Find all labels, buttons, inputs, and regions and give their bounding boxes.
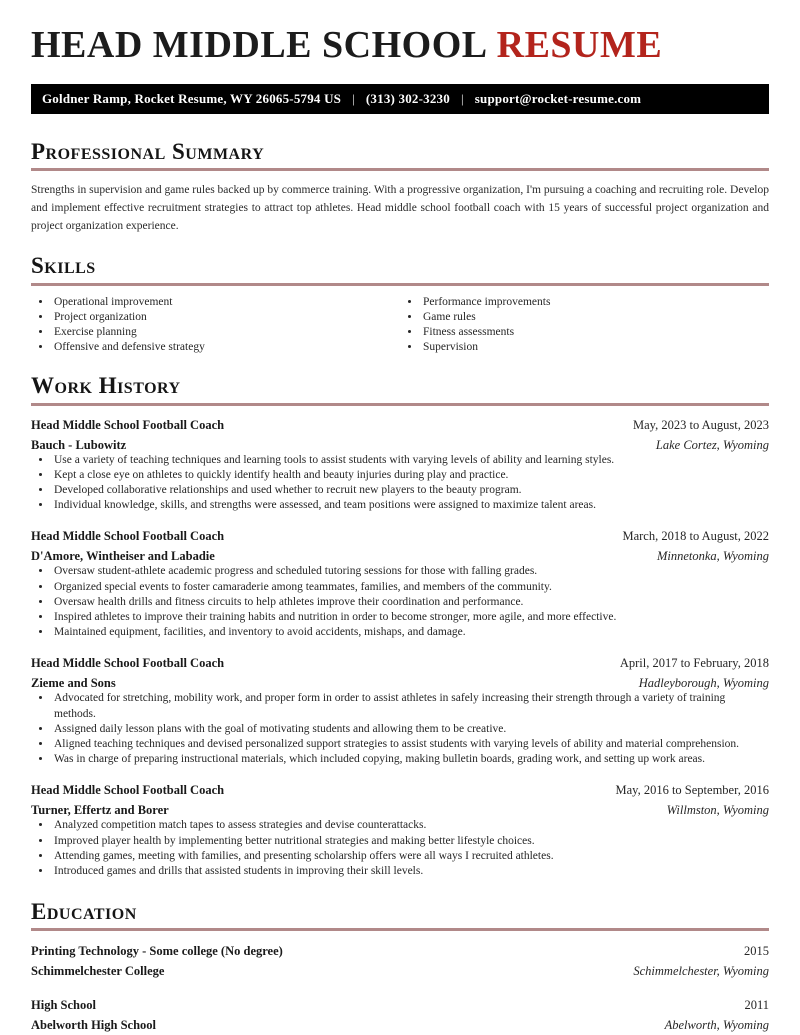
job-bullet: • Assigned daily lesson plans with the goal of motivating students and allowing them to be creative. bbox=[52, 722, 769, 737]
page-title-main: HEAD MIDDLE SCHOOL bbox=[31, 24, 488, 66]
job-bullet-list bbox=[31, 691, 769, 767]
job-bullet: • Kept a close eye on athletes to quickly identify health and beauty injuries during play and practice. bbox=[52, 468, 769, 483]
job-dates: May, 2023 to August, 2023 bbox=[633, 417, 769, 432]
job-location: Willmston, Wyoming bbox=[666, 803, 769, 818]
job-entry bbox=[31, 783, 769, 879]
job-bullet: • Advocated for stretching, mobility work, and proper form in order to assist athletes in safely increasing their strength through a variety of training methods. bbox=[52, 691, 769, 721]
job-bullet: • Aligned teaching techniques and devised personalized support strategies to assist students with varying levels of ability and material comprehension. bbox=[52, 737, 769, 752]
skill-item: • Game rules bbox=[421, 310, 769, 325]
job-bullet: • Inspired athletes to improve their training habits and nutrition in order to become stronger, more agile, and more effective. bbox=[52, 610, 769, 625]
job-bullet: • Analyzed competition match tapes to assess strategies and devise counterattacks. bbox=[52, 818, 769, 833]
job-dates: April, 2017 to February, 2018 bbox=[619, 656, 769, 671]
professional-summary-text: Strengths in supervision and game rules backed up by commerce training. With a progressive organization, I'm pursuing a coaching and recruiting role. Develop and implement effective recruitment strategies to attract top athletes. Head middle school football coach with 15 years of successful project organization and project organization experience. bbox=[31, 183, 769, 233]
skills-column-right bbox=[400, 295, 769, 356]
section-rule bbox=[31, 283, 769, 286]
job-dates: May, 2016 to September, 2016 bbox=[615, 783, 769, 798]
skill-item: • Performance improvements bbox=[421, 295, 769, 310]
job-bullet: • Oversaw student-athlete academic progress and scheduled tutoring sessions for those with falling grades. bbox=[52, 564, 769, 579]
education-entry bbox=[31, 944, 769, 979]
education-year: 2015 bbox=[744, 944, 769, 959]
job-company: Zieme and Sons bbox=[31, 676, 116, 691]
job-company: Bauch - Lubowitz bbox=[31, 437, 127, 452]
education-school: Abelworth High School bbox=[31, 1018, 157, 1033]
education-heading: Education bbox=[31, 899, 137, 925]
skill-item: • Supervision bbox=[421, 340, 769, 355]
job-bullet: • Introduced games and drills that assisted students in improving their skill levels. bbox=[52, 864, 769, 879]
job-bullet-list bbox=[31, 564, 769, 640]
job-title: Head Middle School Football Coach bbox=[31, 529, 225, 544]
job-dates: March, 2018 to August, 2022 bbox=[622, 529, 769, 544]
education-school: Schimmelchester College bbox=[31, 964, 165, 979]
job-bullet-list bbox=[31, 453, 769, 514]
job-company: D'Amore, Wintheiser and Labadie bbox=[31, 549, 215, 564]
job-bullet: • Attending games, meeting with families, and presenting scholarship offers were all ways I recruited athletes. bbox=[52, 849, 769, 864]
education-degree: High School bbox=[31, 998, 96, 1013]
job-bullet: • Oversaw health drills and fitness circuits to help athletes improve their coordination and performance. bbox=[52, 595, 769, 610]
page-title-accent: RESUME bbox=[496, 24, 663, 66]
job-bullet-list bbox=[31, 818, 769, 879]
job-title: Head Middle School Football Coach bbox=[31, 417, 225, 432]
contact-address: Goldner Ramp, Rocket Resume, WY 26065-5794 US bbox=[42, 90, 342, 106]
section-rule bbox=[31, 168, 769, 171]
section-professional-summary bbox=[31, 140, 769, 236]
job-location: Minnetonka, Wyoming bbox=[656, 549, 769, 564]
section-education bbox=[31, 900, 769, 1033]
skills-heading: Skills bbox=[31, 253, 96, 279]
job-bullet: • Developed collaborative relationships and used whether to recruit new players to the beauty program. bbox=[52, 483, 769, 498]
job-bullet: • Use a variety of teaching techniques and learning tools to assist students with varying levels of ability and learning styles. bbox=[52, 453, 769, 468]
work-history-heading: Work History bbox=[31, 373, 181, 399]
skills-column-left bbox=[31, 295, 400, 356]
job-bullet: • Individual knowledge, skills, and strengths were assessed, and team positions were assigned to maximize talent areas. bbox=[52, 498, 769, 513]
skill-item: • Exercise planning bbox=[52, 325, 400, 340]
job-bullet: • Improved player health by implementing better nutritional strategies and making better lifestyle choices. bbox=[52, 834, 769, 849]
job-bullet: • Was in charge of preparing instructional materials, which included copying, making bulletin boards, grading work, and setting up work areas. bbox=[52, 752, 769, 767]
job-bullet: • Organized special events to foster camaraderie among teammates, families, and members of the community. bbox=[52, 580, 769, 595]
education-location: Schimmelchester, Wyoming bbox=[633, 964, 769, 979]
job-location: Hadleyborough, Wyoming bbox=[638, 676, 769, 691]
skill-item: • Operational improvement bbox=[52, 295, 400, 310]
contact-email: support@rocket-resume.com bbox=[474, 90, 642, 106]
contact-separator: | bbox=[352, 90, 355, 106]
section-skills bbox=[31, 254, 769, 355]
job-bullet: • Maintained equipment, facilities, and inventory to avoid accidents, mishaps, and damage. bbox=[52, 625, 769, 640]
section-rule bbox=[31, 403, 769, 406]
page-title bbox=[31, 0, 769, 67]
skill-item: • Offensive and defensive strategy bbox=[52, 340, 400, 355]
contact-phone: (313) 302-3230 bbox=[365, 90, 450, 106]
job-title: Head Middle School Football Coach bbox=[31, 656, 225, 671]
job-entry bbox=[31, 656, 769, 767]
job-entry bbox=[31, 529, 769, 640]
education-location: Abelworth, Wyoming bbox=[664, 1018, 769, 1033]
section-work-history bbox=[31, 374, 769, 879]
section-rule bbox=[31, 928, 769, 931]
job-location: Lake Cortez, Wyoming bbox=[655, 437, 769, 452]
education-entry bbox=[31, 998, 769, 1033]
skill-item: • Project organization bbox=[52, 310, 400, 325]
education-year: 2011 bbox=[744, 998, 769, 1013]
contact-bar bbox=[31, 84, 769, 114]
contact-separator: | bbox=[460, 90, 464, 106]
job-title: Head Middle School Football Coach bbox=[31, 783, 225, 798]
skill-item: • Fitness assessments bbox=[421, 325, 769, 340]
skills-grid bbox=[31, 295, 769, 356]
job-company: Turner, Effertz and Borer bbox=[31, 803, 169, 818]
professional-summary-heading: Professional Summary bbox=[31, 138, 265, 164]
job-entry bbox=[31, 418, 769, 514]
education-degree: Printing Technology - Some college (No degree) bbox=[31, 944, 283, 959]
